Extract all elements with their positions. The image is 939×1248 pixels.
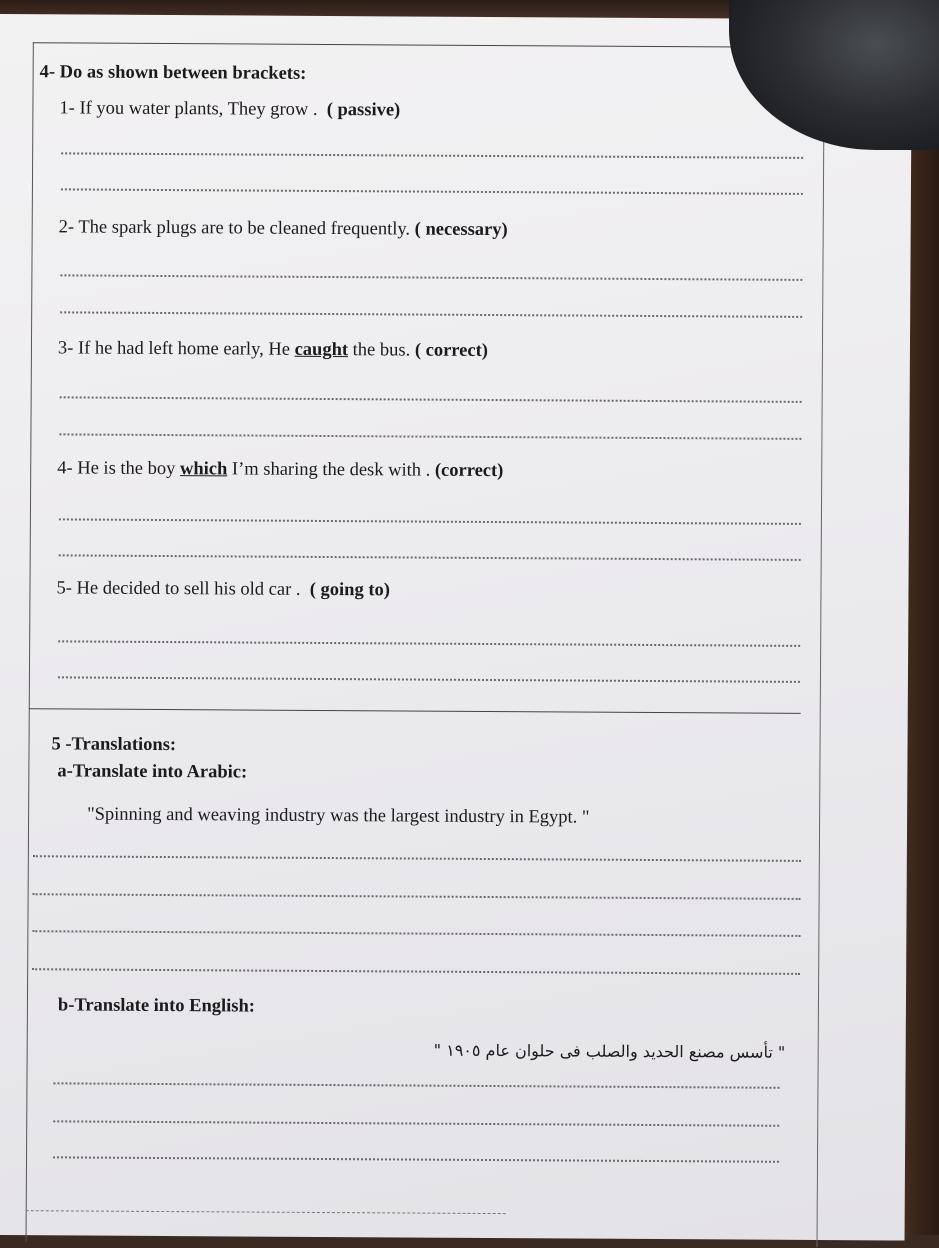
- question-1: [59, 98, 400, 121]
- question-3: [58, 338, 488, 362]
- question-text-end: I’m sharing the desk with .: [231, 459, 431, 481]
- translate-arabic-title: a-Translate into Arabic:: [57, 761, 248, 783]
- question-2: [59, 217, 508, 241]
- question-instruction: (correct): [434, 460, 504, 482]
- section5-heading: 5 -Translations:: [51, 734, 177, 756]
- question-number: 2-: [58, 217, 75, 238]
- question-number: 1-: [59, 98, 75, 119]
- question-text: He is the boy: [77, 458, 176, 480]
- question-text: If he had left home early, He: [77, 338, 291, 360]
- question-4: [57, 458, 503, 482]
- question-number: 5-: [56, 578, 72, 599]
- section4-heading: 4- Do as shown between brackets:: [39, 62, 307, 84]
- question-instruction: ( passive): [326, 99, 401, 121]
- question-instruction: ( going to): [309, 579, 391, 601]
- underlined-word: caught: [294, 339, 349, 361]
- question-instruction: ( correct): [414, 340, 489, 361]
- translate-english-title: b-Translate into English:: [57, 995, 256, 1017]
- underlined-word: which: [179, 459, 228, 480]
- question-5: [56, 578, 390, 601]
- arabic-translation-sentence: "Spinning and weaving industry was the largest industry in Egypt. ": [87, 804, 590, 828]
- question-instruction: ( necessary): [414, 219, 508, 241]
- question-text: He decided to sell his old car .: [76, 578, 301, 600]
- exam-sheet: [0, 14, 912, 1241]
- question-text-end: the bus.: [352, 340, 411, 361]
- english-translation-sentence: " تأسس مصنع الحديد والصلب فى حلوان عام ١٩٠٥ ": [433, 1040, 786, 1062]
- question-number: 3-: [57, 338, 74, 359]
- question-text: If you water plants, They grow .: [79, 98, 318, 120]
- question-number: 4-: [57, 458, 73, 479]
- question-text: The spark plugs are to be cleaned frequently.: [78, 217, 411, 240]
